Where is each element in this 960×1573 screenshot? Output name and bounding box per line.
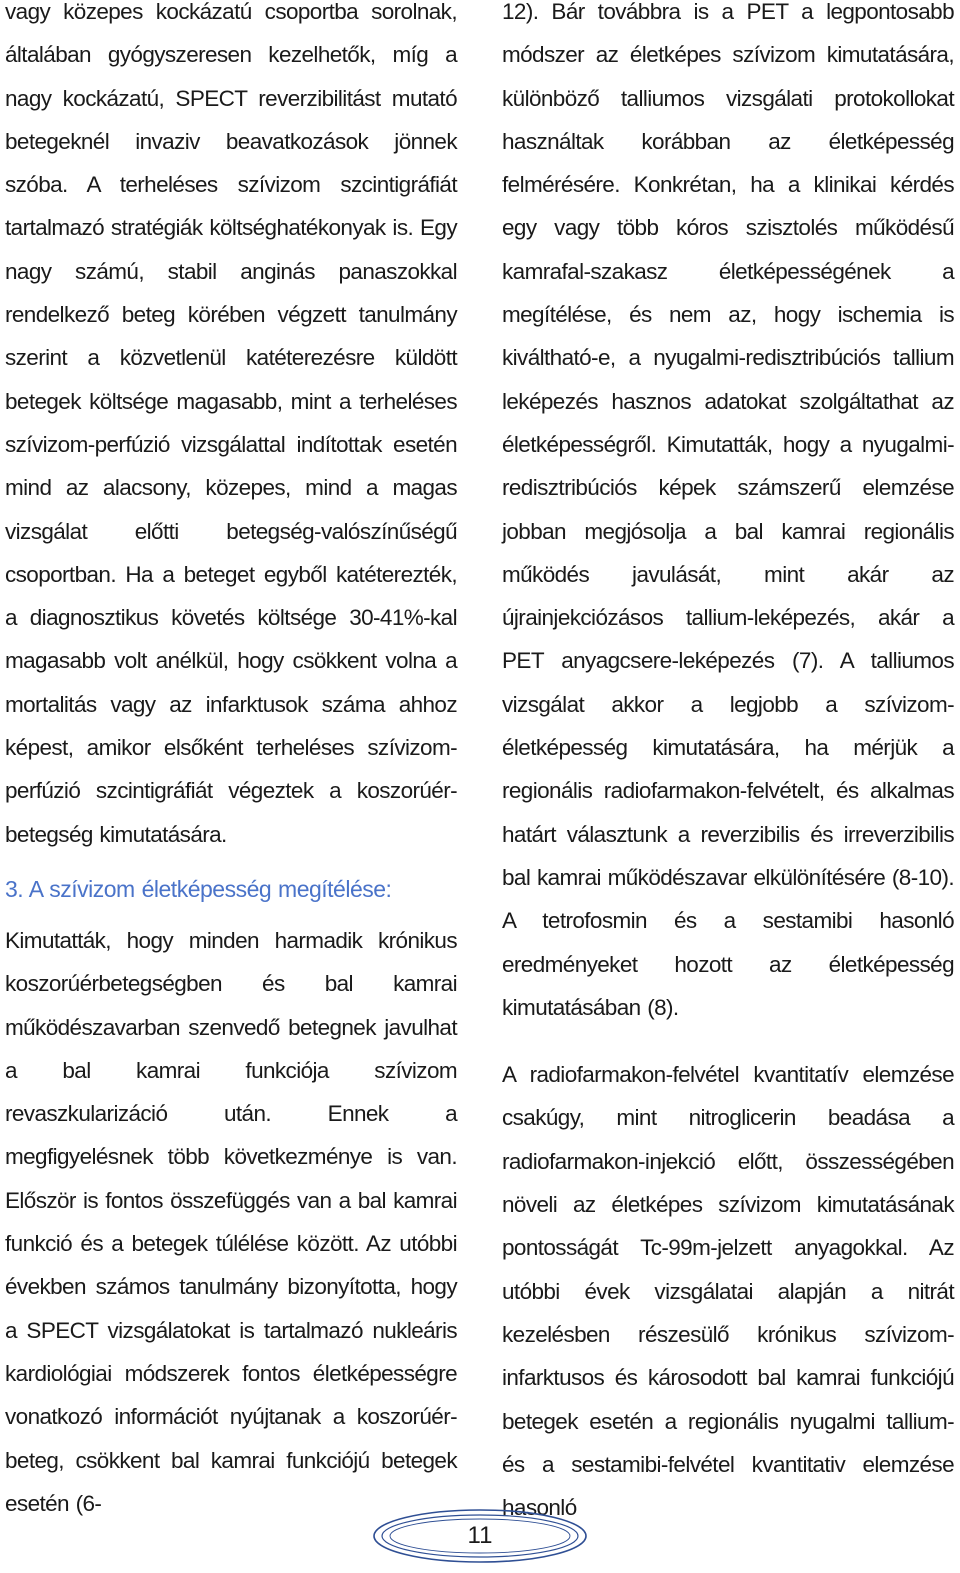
left-paragraph-2: Kimutatták, hogy minden harmadik krónikus koszorúérbetegségben és bal kamrai működészavarban szenvedő betegnek javulhat a bal kamrai funkciója szívizom revaszkularizáció után. Ennek a megfigyelésnek több következménye is van. Először is fontos összefüggés van a bal kamrai funkció és a betegek túlélése között. Az utóbbi években számos tanulmány bizonyította, hogy a SPECT vizsgálatokat is tartalmazó nukleáris kardiológiai módszerek fontos életképességre vonatkozó információt nyújtanak a koszorúér-beteg, csökkent bal kamrai funkciójú betegek esetén (6- bbox=[5, 927, 457, 1516]
page-footer bbox=[369, 1506, 591, 1566]
right-paragraph-1: 12). Bár továbbra is a PET a legpontosabb módszer az életképes szívizom kimutatására, különböző talliumos vizsgálati protokollokat használtak korábban az életképesség felmérésére. Konkrétan, ha a klinikai kérdés egy vagy több kóros szisztolés működésű kamrafal-szakasz életképességének a megítélése, és nem az, hogy ischemia is kiváltható-e, a nyugalmi-redisztribúciós tallium leképezés hasznos adatokat szolgáltathat az életképességről. Kimutatták, hogy a nyugalmi-redisztribúciós képek számszerű elemzése jobban megjósolja a bal kamrai regionális működés javulását, mint akár az újrainjekciózásos tallium-leképezés, akár a PET anyagcsere-leképezés (7). A talliumos vizsgálat akkor a legjobb a szívizom-életképesség kimutatására, ha mérjük a regionális radiofarmakon-felvételt, és alkalmas határt választunk a reverzibilis és irreverzibilis bal kamrai működészavar elkülönítésére (8-10). A tetrofosmin és a sestamibi hasonló eredményeket hozott az életképesség kimutatásában (8). bbox=[502, 0, 954, 1020]
left-column bbox=[5, 0, 457, 1525]
right-column bbox=[502, 0, 954, 1529]
section-heading: 3. A szívizom életképesség megítélése: bbox=[5, 875, 392, 902]
right-paragraph-2: A radiofarmakon-felvétel kvantitatív elemzése csakúgy, mint nitroglicerin beadása a radiofarmakon-injekció előtt, összességében növeli az életképes szívizom kimutatásának pontosságát Tc-99m-jelzett anyagokkal. Az utóbbi évek vizsgálatai alapján a nitrát kezelésben részesülő krónikus szívizom-infarktusos és károsodott bal kamrai funkciójú betegek esetén a regionális nyugalmi tallium- és a sestamibi-felvétel kvantitativ elemzése hasonló bbox=[502, 1062, 954, 1521]
page-number: 11 bbox=[467, 1522, 493, 1549]
left-paragraph-1: vagy közepes kockázatú csoportba sorolnak, általában gyógyszeresen kezelhetők, míg a nagy kockázatú, SPECT reverzibilitást mutató betegeknél invaziv beavatkozások jönnek szóba. A terheléses szívizom szcintigráfiát tartalmazó stratégiák költséghatékonyak is. Egy nagy számú, stabil anginás panaszokkal rendelkező beteg körében végzett tanulmány szerint a közvetlenül katéterezésre küldött betegek költsége magasabb, mint a terheléses szívizom-perfúzió vizsgálattal indítottak esetén mind az alacsony, közepes, mind a magas vizsgálat előtti betegség-valószínűségű csoportban. Ha a beteget egyből katéterezték, a diagnosztikus követés költsége 30-41%-kal magasabb volt anélkül, hogy csökkent volna a mortalitás vagy az infarktusok száma ahhoz képest, amikor elsőként terheléses szívizom-perfúzió szcintigráfiát végeztek a koszorúér-betegség kimutatására. bbox=[5, 0, 457, 847]
